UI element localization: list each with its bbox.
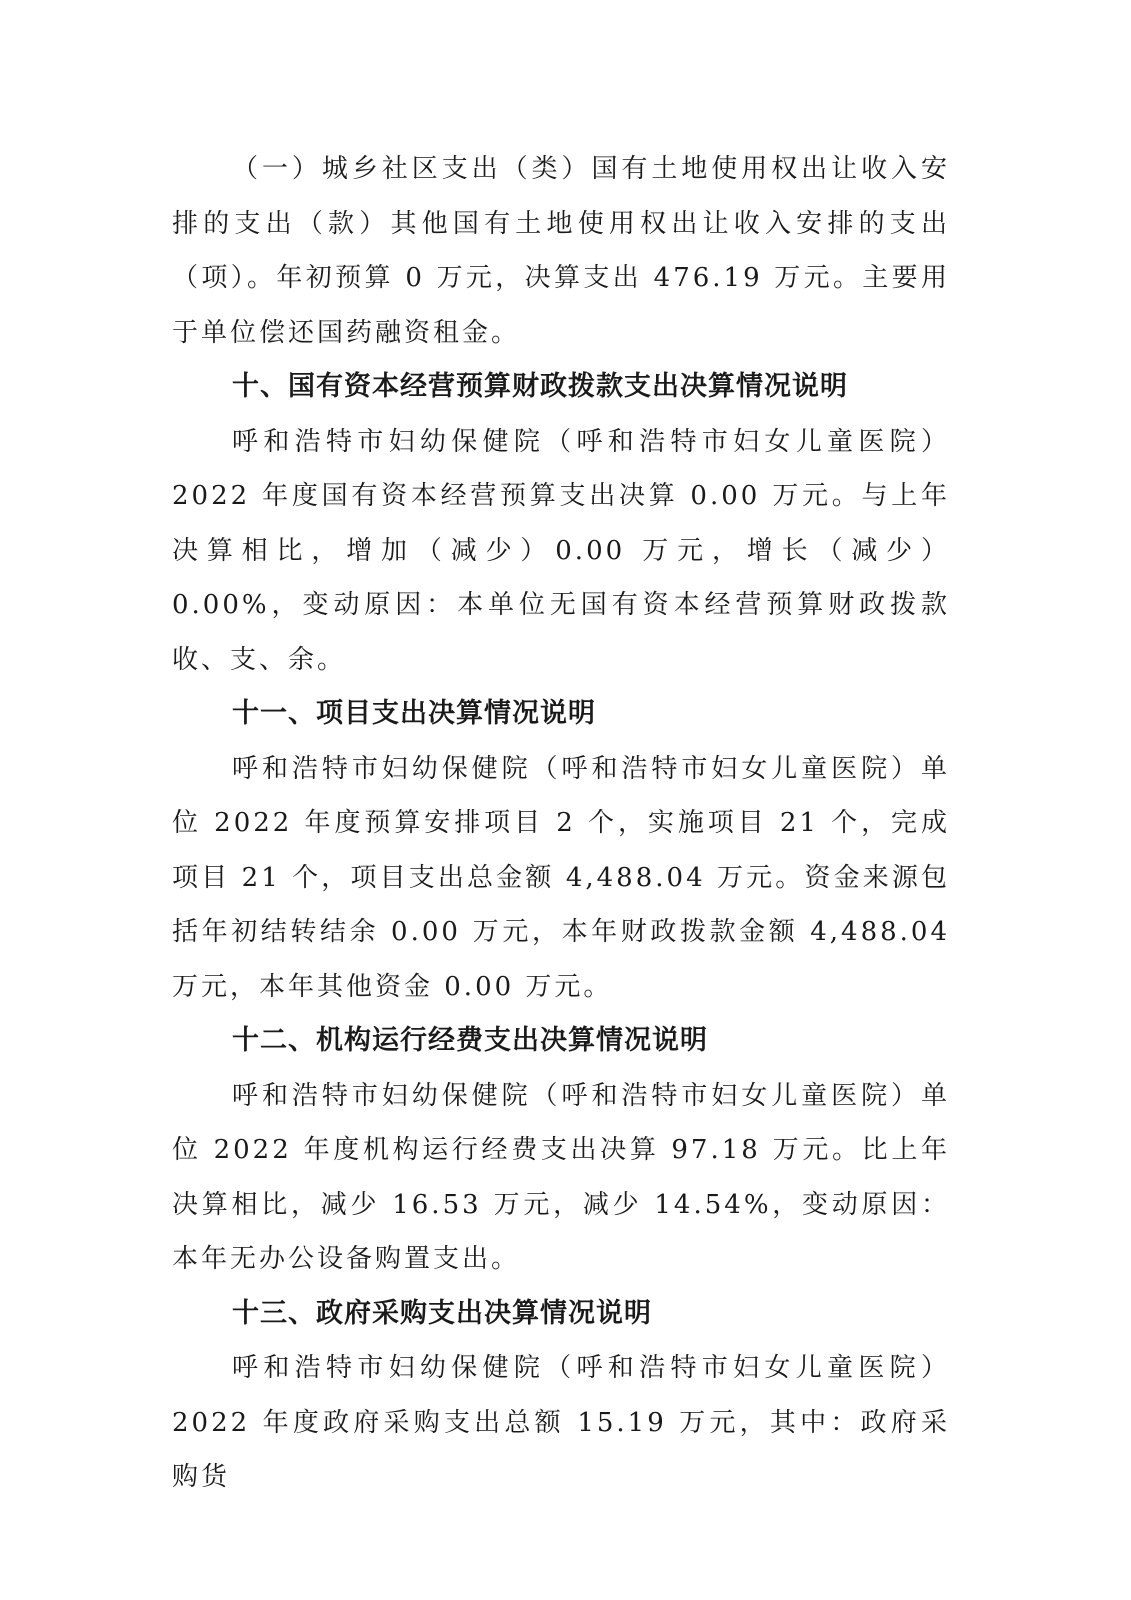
paragraph-urban-rural-expenditure: （一）城乡社区支出（类）国有土地使用权出让收入安排的支出（款）其他国有土地使用权出让收入安排的支出（项）。年初预算 0 万元，决算支出 476.19 万元。主要用于单位偿还国药融资租金。 (172, 154, 950, 348)
paragraph-state-capital: 呼和浩特市妇幼保健院（呼和浩特市妇女儿童医院）2022 年度国有资本经营预算支出决算 0.00 万元。与上年决算相比，增加（减少）0.00 万元，增长（减少）0.00%，变动原因：本单位无国有资本经营预算财政拨款收、支、余。 (172, 426, 950, 675)
paragraph-project-expenditure: 呼和浩特市妇幼保健院（呼和浩特市妇女儿童医院）单位 2022 年度预算安排项目 2 个，实施项目 21 个，完成项目 21 个，项目支出总金额 4,488.04 万元。资金来源包括年初结转结余 0.00 万元，本年财政拨款金额 4,488.04 万元，本年其他资金 0.00 万元。 (172, 753, 950, 1002)
section-heading-government-procurement: 十三、政府采购支出决算情况说明 (232, 1297, 652, 1329)
paragraph-operating-expenses: 呼和浩特市妇幼保健院（呼和浩特市妇女儿童医院）单位 2022 年度机构运行经费支出决算 97.18 万元。比上年决算相比，减少 16.53 万元，减少 14.54%，变动原因：本年无办公设备购置支出。 (172, 1080, 950, 1274)
paragraph-government-procurement: 呼和浩特市妇幼保健院（呼和浩特市妇女儿童医院）2022 年度政府采购支出总额 15.19 万元，其中：政府采购货 (172, 1353, 950, 1492)
section-heading-project-expenditure: 十一、项目支出决算情况说明 (232, 698, 596, 729)
section-heading-state-capital: 十、国有资本经营预算财政拨款支出决算情况说明 (232, 371, 848, 402)
section-heading-operating-expenses: 十二、机构运行经费支出决算情况说明 (232, 1025, 708, 1056)
document-body (172, 142, 950, 1505)
